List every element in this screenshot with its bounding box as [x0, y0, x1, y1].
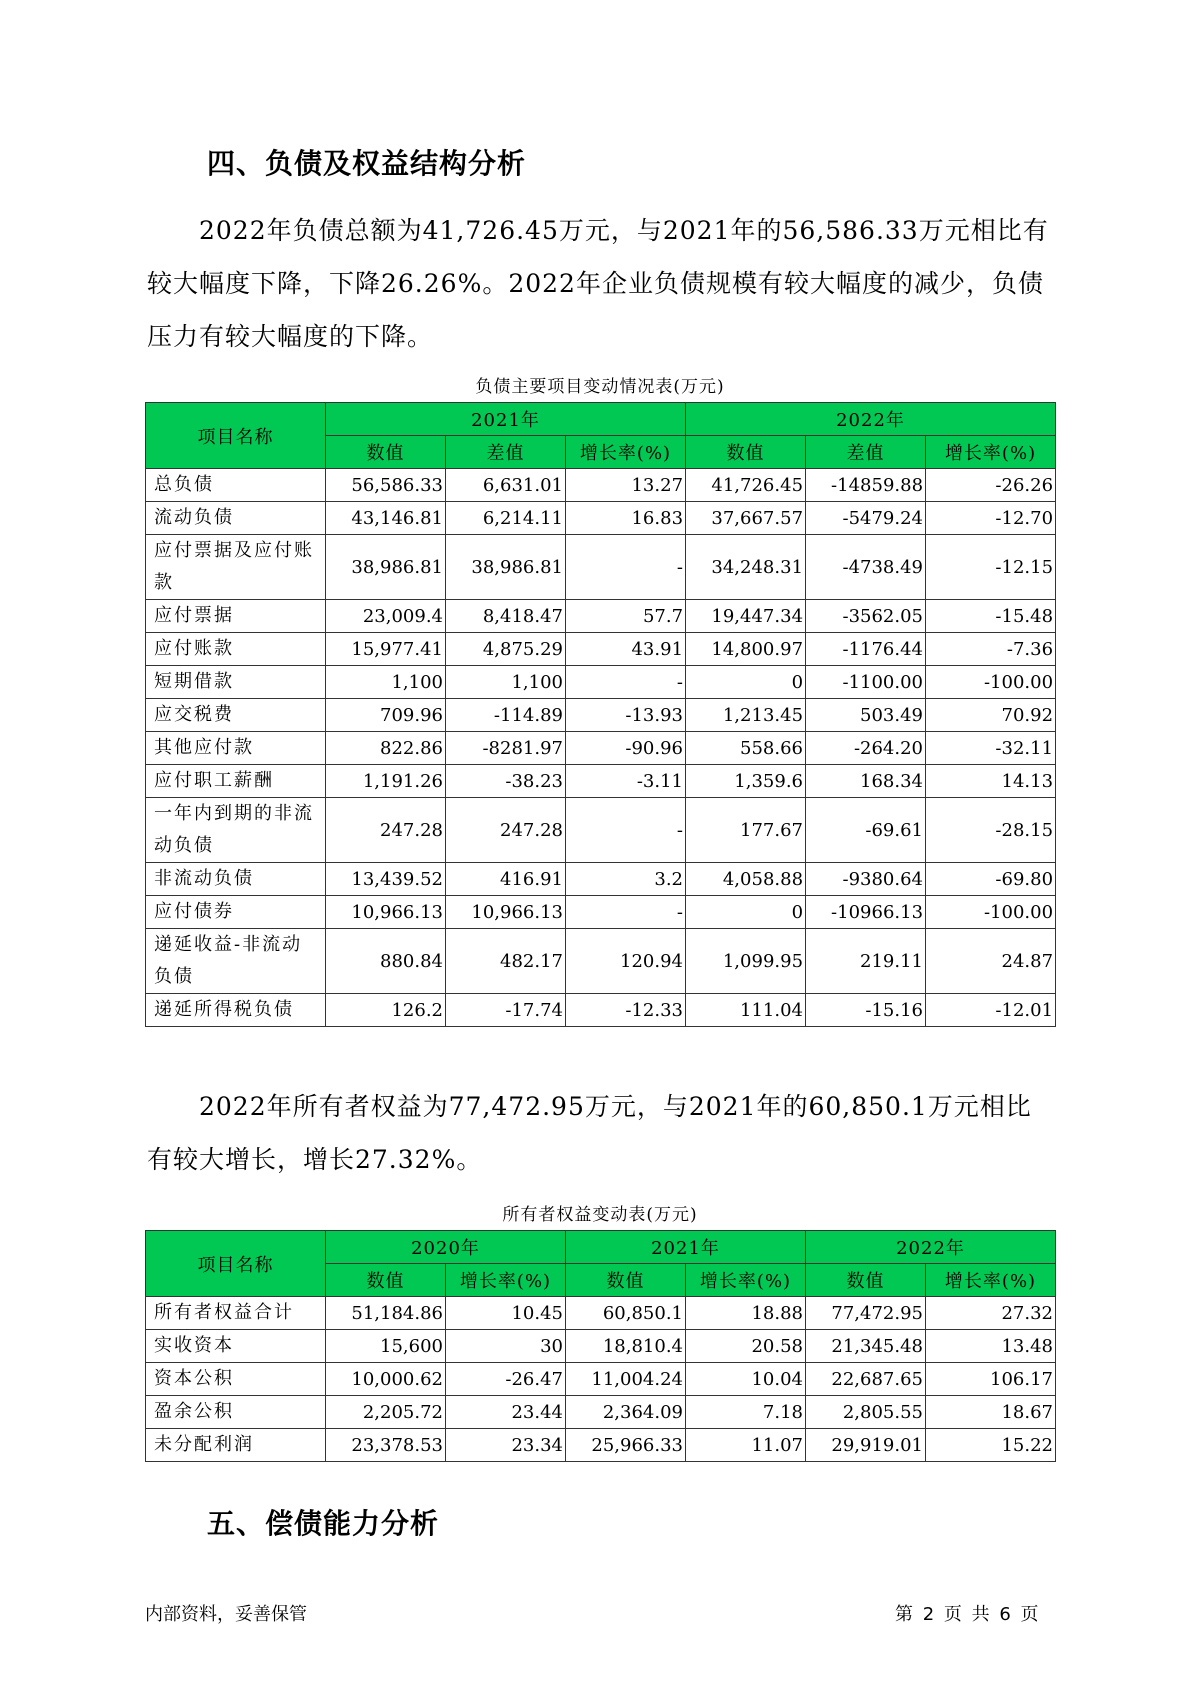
table-cell: 0 [686, 896, 806, 929]
debt-table-sub-header: 差值 [446, 436, 566, 469]
row-label: 未分配利润 [146, 1429, 326, 1462]
row-label: 盈余公积 [146, 1396, 326, 1429]
equity-name-header: 项目名称 [146, 1231, 326, 1297]
row-label: 递延收益-非流动负债 [146, 929, 326, 994]
table-cell: 10,966.13 [446, 896, 566, 929]
table-cell: -17.74 [446, 994, 566, 1027]
table-cell: - [566, 666, 686, 699]
table-cell: 10.04 [686, 1363, 806, 1396]
table-cell: 16.83 [566, 502, 686, 535]
table-cell: -12.70 [926, 502, 1056, 535]
table-cell: 38,986.81 [326, 535, 446, 600]
equity-table-sub-header: 数值 [806, 1264, 926, 1297]
table-row [146, 535, 1056, 600]
table-cell: 503.49 [806, 699, 926, 732]
table-cell: 10,966.13 [326, 896, 446, 929]
table-row [146, 1396, 1056, 1429]
table-row [146, 502, 1056, 535]
equity-table-sub-header: 增长率(%) [926, 1264, 1056, 1297]
table-cell: 14,800.97 [686, 633, 806, 666]
table-cell: -7.36 [926, 633, 1056, 666]
row-label: 一年内到期的非流动负债 [146, 798, 326, 863]
equity-year-header: 2020年 [326, 1231, 566, 1264]
table-cell: 8,418.47 [446, 600, 566, 633]
table-cell: 70.92 [926, 699, 1056, 732]
table-cell: 25,966.33 [566, 1429, 686, 1462]
equity-table-caption: 所有者权益变动表(万元) [502, 1205, 698, 1225]
table-cell: 38,986.81 [446, 535, 566, 600]
table-cell: 880.84 [326, 929, 446, 994]
table-cell: 11.07 [686, 1429, 806, 1462]
table-cell: 709.96 [326, 699, 446, 732]
table-row [146, 1330, 1056, 1363]
table-cell: -69.80 [926, 863, 1056, 896]
table-cell: 56,586.33 [326, 469, 446, 502]
table-cell: 20.58 [686, 1330, 806, 1363]
table-cell: -100.00 [926, 666, 1056, 699]
row-label: 应付票据 [146, 600, 326, 633]
equity-year-header: 2022年 [806, 1231, 1056, 1264]
table-cell: - [566, 535, 686, 600]
footer-note: 内部资料，妥善保管 [145, 1604, 307, 1625]
table-cell: -4738.49 [806, 535, 926, 600]
debt-name-header: 项目名称 [146, 403, 326, 469]
row-label: 短期借款 [146, 666, 326, 699]
table-cell: 15,977.41 [326, 633, 446, 666]
table-cell: 558.66 [686, 732, 806, 765]
table-cell: 24.87 [926, 929, 1056, 994]
table-row [146, 863, 1056, 896]
table-cell: -38.23 [446, 765, 566, 798]
table-cell: 1,099.95 [686, 929, 806, 994]
row-label: 实收资本 [146, 1330, 326, 1363]
table-cell: 10.45 [446, 1297, 566, 1330]
equity-table-sub-header: 增长率(%) [686, 1264, 806, 1297]
debt-table-sub-header: 差值 [806, 436, 926, 469]
table-cell: 1,100 [326, 666, 446, 699]
table-row [146, 666, 1056, 699]
table-cell: 22,687.65 [806, 1363, 926, 1396]
table-cell: 0 [686, 666, 806, 699]
table-row [146, 732, 1056, 765]
table-cell: -15.16 [806, 994, 926, 1027]
equity-table-sub-header: 数值 [566, 1264, 686, 1297]
row-label: 应付债券 [146, 896, 326, 929]
row-label: 非流动负债 [146, 863, 326, 896]
table-cell: -10966.13 [806, 896, 926, 929]
table-cell: 2,205.72 [326, 1396, 446, 1429]
table-row [146, 896, 1056, 929]
table-cell: -5479.24 [806, 502, 926, 535]
table-cell: -26.47 [446, 1363, 566, 1396]
debt-year-header: 2021年 [326, 403, 686, 436]
row-label: 资本公积 [146, 1363, 326, 1396]
debt-table-sub-header: 数值 [686, 436, 806, 469]
row-label: 应付票据及应付账款 [146, 535, 326, 600]
table-cell: 822.86 [326, 732, 446, 765]
table-cell: 18,810.4 [566, 1330, 686, 1363]
row-label: 所有者权益合计 [146, 1297, 326, 1330]
table-row [146, 1429, 1056, 1462]
table-cell: 23.34 [446, 1429, 566, 1462]
table-cell: -264.20 [806, 732, 926, 765]
equity-table-sub-header: 增长率(%) [446, 1264, 566, 1297]
debt-table-caption: 负债主要项目变动情况表(万元) [475, 377, 725, 397]
table-cell: -3.11 [566, 765, 686, 798]
table-cell: 416.91 [446, 863, 566, 896]
section-heading-4: 四、负债及权益结构分析 [207, 147, 527, 180]
table-cell: 247.28 [446, 798, 566, 863]
table-row [146, 633, 1056, 666]
table-cell: -13.93 [566, 699, 686, 732]
table-cell: 43,146.81 [326, 502, 446, 535]
table-cell: 30 [446, 1330, 566, 1363]
table-cell: 77,472.95 [806, 1297, 926, 1330]
table-cell: - [566, 798, 686, 863]
table-cell: 29,919.01 [806, 1429, 926, 1462]
table-row [146, 699, 1056, 732]
table-row [146, 929, 1056, 994]
debt-paragraph: 2022年负债总额为41,726.45万元，与2021年的56,586.33万元相比有较大幅度下降，下降26.26%。2022年企业负债规模有较大幅度的减少，负债压力有较大幅度的下降。 [147, 216, 1049, 351]
table-cell: 15.22 [926, 1429, 1056, 1462]
debt-table-sub-header: 数值 [326, 436, 446, 469]
table-row [146, 994, 1056, 1027]
table-row [146, 1363, 1056, 1396]
table-cell: 3.2 [566, 863, 686, 896]
debt-table-sub-header: 增长率(%) [926, 436, 1056, 469]
table-cell: -114.89 [446, 699, 566, 732]
table-cell: -8281.97 [446, 732, 566, 765]
table-cell: 34,248.31 [686, 535, 806, 600]
table-cell: 219.11 [806, 929, 926, 994]
table-cell: 23,009.4 [326, 600, 446, 633]
table-cell: -9380.64 [806, 863, 926, 896]
table-cell: -26.26 [926, 469, 1056, 502]
table-cell: -12.15 [926, 535, 1056, 600]
table-cell: 1,100 [446, 666, 566, 699]
row-label: 流动负债 [146, 502, 326, 535]
table-cell: 18.88 [686, 1297, 806, 1330]
table-cell: 2,364.09 [566, 1396, 686, 1429]
table-cell: 247.28 [326, 798, 446, 863]
table-cell: 4,058.88 [686, 863, 806, 896]
table-cell: -14859.88 [806, 469, 926, 502]
table-cell: 13,439.52 [326, 863, 446, 896]
table-cell: -69.61 [806, 798, 926, 863]
table-cell: 1,191.26 [326, 765, 446, 798]
table-cell: -12.01 [926, 994, 1056, 1027]
table-cell: -28.15 [926, 798, 1056, 863]
equity-table [145, 1230, 1056, 1462]
table-cell: 4,875.29 [446, 633, 566, 666]
page-number: 第 2 页 共 6 页 [895, 1604, 1041, 1625]
equity-paragraph: 2022年所有者权益为77,472.95万元，与2021年的60,850.1万元相比有较大增长，增长27.32%。 [147, 1092, 1032, 1174]
table-cell: 11,004.24 [566, 1363, 686, 1396]
table-cell: 482.17 [446, 929, 566, 994]
equity-table-sub-header: 数值 [326, 1264, 446, 1297]
table-cell: 57.7 [566, 600, 686, 633]
table-cell: 6,631.01 [446, 469, 566, 502]
table-cell: 177.67 [686, 798, 806, 863]
table-cell: 1,359.6 [686, 765, 806, 798]
table-cell: 43.91 [566, 633, 686, 666]
row-label: 其他应付款 [146, 732, 326, 765]
debt-table-sub-header: 增长率(%) [566, 436, 686, 469]
table-cell: 1,213.45 [686, 699, 806, 732]
table-cell: 13.27 [566, 469, 686, 502]
table-cell: 51,184.86 [326, 1297, 446, 1330]
table-cell: 14.13 [926, 765, 1056, 798]
debt-table [145, 402, 1056, 1027]
equity-year-header: 2021年 [566, 1231, 806, 1264]
table-cell: -100.00 [926, 896, 1056, 929]
table-cell: 15,600 [326, 1330, 446, 1363]
table-cell: - [566, 896, 686, 929]
table-cell: 126.2 [326, 994, 446, 1027]
row-label: 应付账款 [146, 633, 326, 666]
table-cell: 10,000.62 [326, 1363, 446, 1396]
table-cell: 111.04 [686, 994, 806, 1027]
table-cell: -1176.44 [806, 633, 926, 666]
table-cell: 13.48 [926, 1330, 1056, 1363]
table-cell: 21,345.48 [806, 1330, 926, 1363]
table-cell: -90.96 [566, 732, 686, 765]
table-cell: -1100.00 [806, 666, 926, 699]
table-cell: -3562.05 [806, 600, 926, 633]
table-cell: 23.44 [446, 1396, 566, 1429]
table-cell: -32.11 [926, 732, 1056, 765]
table-cell: 27.32 [926, 1297, 1056, 1330]
table-cell: 106.17 [926, 1363, 1056, 1396]
table-cell: 168.34 [806, 765, 926, 798]
table-cell: 19,447.34 [686, 600, 806, 633]
table-row [146, 1297, 1056, 1330]
table-row [146, 469, 1056, 502]
table-cell: 18.67 [926, 1396, 1056, 1429]
debt-year-header: 2022年 [686, 403, 1056, 436]
table-row [146, 600, 1056, 633]
table-cell: -12.33 [566, 994, 686, 1027]
table-cell: 6,214.11 [446, 502, 566, 535]
table-cell: 120.94 [566, 929, 686, 994]
table-row [146, 798, 1056, 863]
table-cell: -15.48 [926, 600, 1056, 633]
row-label: 递延所得税负债 [146, 994, 326, 1027]
table-row [146, 765, 1056, 798]
table-cell: 37,667.57 [686, 502, 806, 535]
section-heading-5: 五、偿债能力分析 [207, 1507, 440, 1540]
table-cell: 2,805.55 [806, 1396, 926, 1429]
table-cell: 7.18 [686, 1396, 806, 1429]
table-cell: 60,850.1 [566, 1297, 686, 1330]
table-cell: 23,378.53 [326, 1429, 446, 1462]
table-cell: 41,726.45 [686, 469, 806, 502]
row-label: 应付职工薪酬 [146, 765, 326, 798]
row-label: 应交税费 [146, 699, 326, 732]
row-label: 总负债 [146, 469, 326, 502]
